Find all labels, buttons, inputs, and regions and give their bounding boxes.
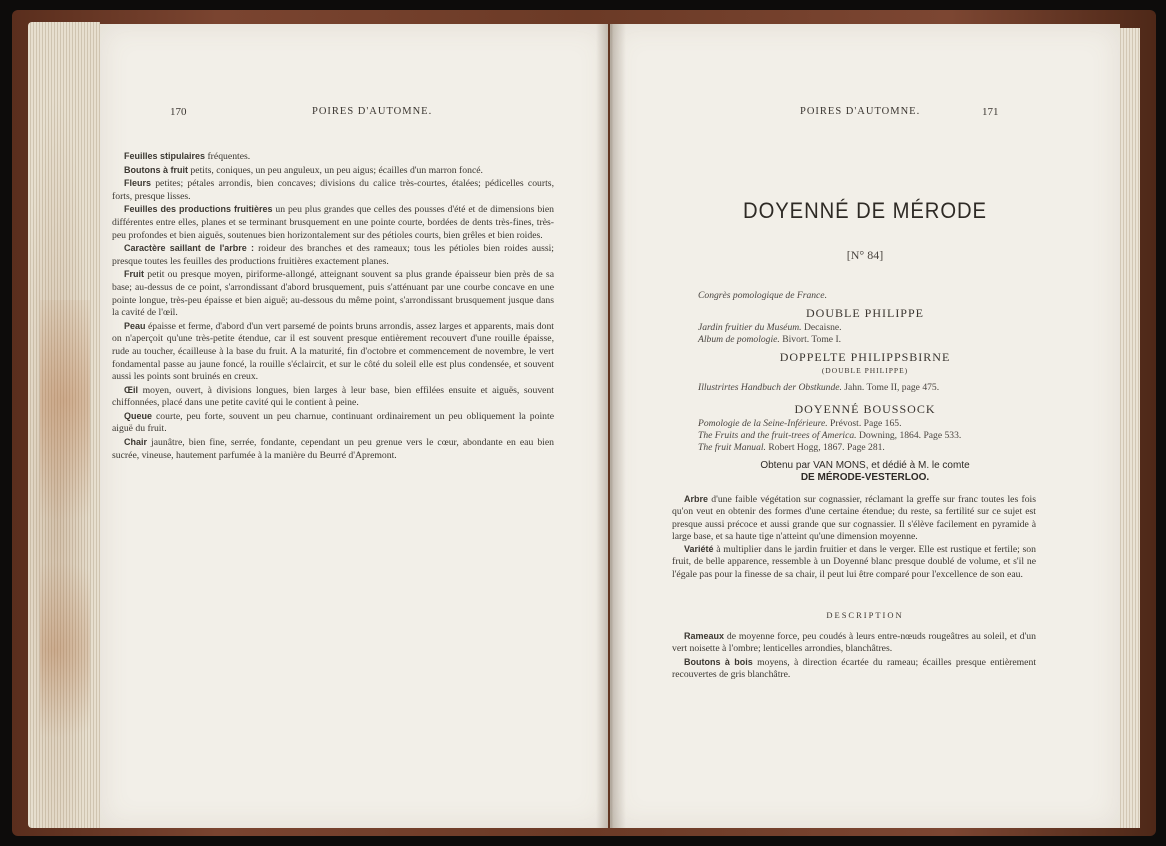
obtenu-line-1: Obtenu par VAN MONS, et dédié à M. le comte [760, 460, 970, 471]
synonym-reference [698, 442, 1028, 454]
reference-title: The Fruits and the fruit-trees of America. [698, 430, 857, 441]
paragraph-text: roideur des branches et des rameaux; tous les pétioles bien roides aussi; presque toutes les feuilles des productions fruitières exactement planes. [112, 243, 554, 267]
paragraph [112, 268, 554, 319]
synonym-reference [698, 382, 1028, 394]
synonym-reference [698, 322, 1028, 334]
variety-title: DOYENNÉ DE MÉRODE [743, 198, 987, 223]
paragraph [672, 656, 1036, 682]
paragraph-text: petits, coniques, un peu anguleux, un peu aigus; écailles d'un marron foncé. [188, 164, 483, 176]
page-edges-right [1118, 28, 1140, 828]
synonym-reference [698, 418, 1028, 430]
obtenu-line-2: DE MÉRODE-VESTERLOO. [800, 472, 930, 483]
paragraph [112, 242, 554, 268]
paragraph-term: Queue [124, 410, 153, 421]
paragraph-term: Feuilles des productions fruitières [124, 204, 273, 215]
reference-title: Pomologie de la Seine-Inférieure. [698, 418, 828, 429]
paragraph-term: Arbre [684, 494, 709, 504]
paragraph [112, 203, 554, 242]
paragraph-text: courte, peu forte, souvent un peu charnue, continuant ordinairement un peu obliquement la pointe aiguë du fruit. [112, 410, 554, 435]
paragraph-term: Œil [124, 384, 139, 395]
reference-author: Prévost. Page 165. [827, 418, 902, 429]
right-page-number: 171 [982, 106, 999, 118]
paragraph [672, 493, 1036, 543]
paragraph-text: à multiplier dans le jardin fruitier et dans le verger. Elle est rustique et fertile; son fruit, de belle apparence, ressemble à un Doyenné blanc presque doublé de volume, et s'il ne l'égale pas pour la finesse de sa chair, il peut lui être comparé pour l'excellence de son eau. [672, 544, 1036, 580]
paragraph-term: Rameaux [684, 631, 725, 641]
paragraph-text: fréquentes. [205, 151, 251, 162]
paragraph [112, 436, 554, 462]
reference-title: The fruit Manual. [698, 442, 766, 453]
synonym-reference [698, 334, 1028, 346]
paragraph-text: jaunâtre, bien fine, serrée, fondante, cependant un peu grenue vers le cœur, abondante en eau bien sucrée, vineuse, hautement parfumée à la manière du Beurré d'Apremont. [112, 437, 554, 461]
paragraph [112, 177, 554, 203]
synonym-subtitle: (DOUBLE PHILIPPE) [821, 366, 909, 375]
reference-author: Robert Hogg, 1867. Page 281. [765, 442, 885, 453]
synonym-name: DOUBLE PHILIPPE [805, 306, 924, 320]
paragraph-text: petit ou presque moyen, piriforme-allongé, atteignant souvent sa plus grande épaisseur bien près de sa base; au-dessus de ce point, s'arrondissant d'abord brusquement, puis s'atténuant par une courbe concave en une pointe longue, très-peu épaisse et bien aiguë; au-dessous du même point, s'arrondissant brusquement jusque dans la cavité de l'œil. [112, 269, 554, 319]
synonym-name: DOPPELTE PHILIPPSBIRNE [779, 350, 951, 364]
paragraph-term: Fleurs [124, 178, 152, 189]
paragraph-term: Boutons à fruit [124, 164, 188, 175]
right-running-head: POIRES D'AUTOMNE. [800, 106, 921, 117]
left-page-number: 170 [170, 106, 187, 118]
paragraph [672, 543, 1036, 581]
reference-title: Album de pomologie. [698, 334, 780, 345]
paragraph [112, 410, 554, 436]
paragraph [672, 630, 1036, 656]
reference-author: Bivort. Tome I. [779, 334, 842, 345]
variety-number: [N° 84] [846, 248, 884, 262]
right-page-body [672, 493, 1036, 581]
paragraph-text: de moyenne force, peu coudés à leurs entre-nœuds rougeâtres au soleil, et d'un vert noisette à l'ombre; lenticelles arrondies, blanchâtres. [672, 631, 1036, 655]
paragraph-term: Chair [124, 437, 148, 448]
reference-title: Illustrirtes Handbuch der Obstkunde. [698, 382, 842, 393]
paragraph-text: moyens, à direction écartée du rameau; écailles presque entièrement recouvertes de gris blanchâtre. [672, 656, 1037, 680]
paragraph-text: petites; pétales arrondis, bien concaves; divisions du calice très-courtes, étalées; pédicelles courts, forts, presque lisses. [112, 178, 554, 202]
description-body [672, 630, 1036, 681]
description-heading: DESCRIPTION [826, 610, 904, 620]
paragraph [112, 164, 554, 178]
paragraph-term: Variété [684, 544, 714, 555]
paragraph-term: Feuilles stipulaires [124, 151, 206, 161]
paragraph [112, 384, 554, 410]
synonym-intro [698, 290, 1028, 302]
left-page-body [112, 150, 554, 462]
paragraph-text: épaisse et ferme, d'abord d'un vert parsemé de points bruns arrondis, assez larges et apparents, mais dont on n'aperçoit qu'une très-petite étendue, car il est souvent presque entièrement recouvert d'une rouille épaisse, rude au toucher, écailleuse à la base du fruit. A la maturité, fin d'octobre et commencement de novembre, le vert fondamental passe au jaune foncé, la rouille s'éclaircit, et sur le côté du soleil elle est plus condensée, et souvent aussi les points sont bruinés en creux. [112, 320, 554, 383]
reference-title: Jardin fruitier du Muséum. [698, 322, 802, 333]
reference-author: Decaisne. [801, 322, 842, 333]
reference-author: Downing, 1864. Page 533. [856, 430, 962, 441]
synonym-reference [698, 430, 1028, 442]
paragraph [112, 320, 554, 384]
left-running-head: POIRES D'AUTOMNE. [312, 106, 433, 117]
reference-author: Jahn. Tome II, page 475. [841, 382, 940, 393]
paragraph-text: un peu plus grandes que celles des pousses d'été et de dimensions bien différentes entre elles, planes et se terminant brusquement en une pointe courte, bordées de dents très-fines, très-peu profondes et bien aiguës, soutenues bien horizontalement sur des pétioles courts, bien grêles et bien roides. [112, 204, 554, 241]
synonym-intro-text: Congrès pomologique de France. [698, 290, 827, 301]
foxing-stains [40, 300, 90, 800]
synonym-name: DOYENNÉ BOUSSOCK [794, 402, 936, 416]
paragraph-term: Boutons à bois [684, 656, 753, 667]
paragraph-term: Caractère saillant de l'arbre : [124, 243, 254, 254]
paragraph-term: Peau [124, 320, 146, 331]
paragraph-text: moyen, ouvert, à divisions longues, bien larges à leur base, bien effilées ensuite et aiguës, souvent chiffonnées, placé dans une petite cavité qui le contient à peine. [112, 384, 554, 409]
book-gutter [596, 24, 626, 828]
paragraph [112, 150, 554, 164]
paragraph-term: Fruit [124, 269, 144, 280]
paragraph-text: d'une faible végétation sur cognassier, réclamant la greffe sur franc toutes les fois qu'on veut en obtenir des formes d'une certaine étendue; du reste, sa fertilité sur ce sujet est presque aussi précoce et aussi grande que sur cognassier. Il s'élève facilement en pyramide à large base, et sa haute tige n'atteint qu'une dimension moyenne. [672, 494, 1036, 542]
